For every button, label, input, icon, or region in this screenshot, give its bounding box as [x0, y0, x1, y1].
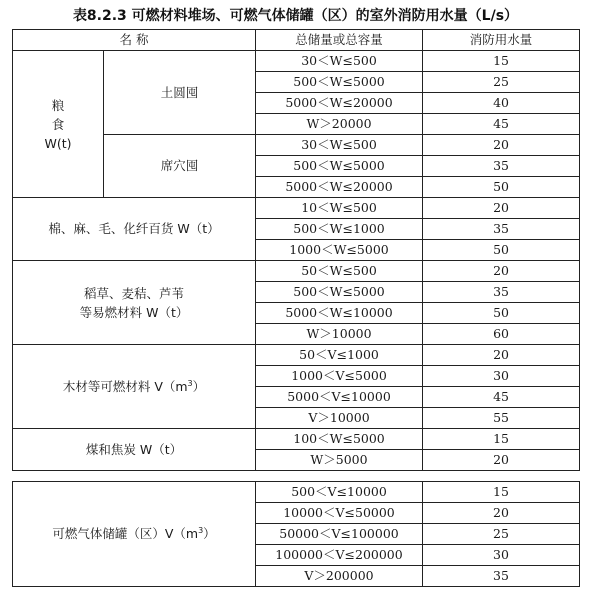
wood-label: 木材等可燃材料 $V(m^3)$	[13, 345, 256, 429]
water-cell: 45	[423, 114, 580, 135]
range-cell: 5000＜W≤10000	[256, 303, 423, 324]
water-cell: 25	[423, 72, 580, 93]
water-volume-table	[12, 29, 580, 471]
table-title: 表8.2.3 可燃材料堆场、可燃气体储罐（区）的室外消防用水量（L/s）	[72, 8, 519, 24]
table-row	[13, 51, 580, 72]
header-row	[13, 30, 580, 51]
water-cell: 35	[423, 282, 580, 303]
header-name: 名 称	[13, 30, 256, 51]
water-cell: 20	[423, 345, 580, 366]
coal-label: 煤和焦炭 W（t）	[13, 429, 256, 471]
range-cell: V＞200000	[256, 566, 423, 587]
range-cell: 500＜V≤10000	[256, 482, 423, 503]
gas-label: 可燃气体储罐（区）$V(m^3)$	[13, 482, 256, 587]
water-cell: 60	[423, 324, 580, 345]
table-row	[13, 345, 580, 366]
header-water: 消防用水量	[423, 30, 580, 51]
range-cell: 10＜W≤500	[256, 198, 423, 219]
straw-label: 稻草、麦秸、芦苇 等易燃材料 W（t）	[13, 261, 256, 345]
range-cell: 500＜W≤5000	[256, 156, 423, 177]
range-cell: W＞5000	[256, 450, 423, 471]
water-cell: 20	[423, 198, 580, 219]
table-row	[13, 198, 580, 219]
header-capacity: 总储量或总容量	[256, 30, 423, 51]
range-cell: V＞10000	[256, 408, 423, 429]
range-cell: 1000＜V≤5000	[256, 366, 423, 387]
water-cell: 40	[423, 93, 580, 114]
water-cell: 30	[423, 545, 580, 566]
water-cell: 50	[423, 177, 580, 198]
range-cell: 100000＜V≤200000	[256, 545, 423, 566]
water-cell: 15	[423, 482, 580, 503]
water-cell: 35	[423, 566, 580, 587]
grain-label: 粮 食 W(t)	[13, 51, 104, 198]
range-cell: 1000＜W≤5000	[256, 240, 423, 261]
range-cell: 50＜W≤500	[256, 261, 423, 282]
table-row	[13, 261, 580, 282]
range-cell: 5000＜V≤10000	[256, 387, 423, 408]
table-row	[13, 482, 580, 503]
gas-tank-table	[12, 481, 580, 587]
range-cell: 500＜W≤5000	[256, 72, 423, 93]
table-row	[13, 429, 580, 450]
range-cell: 30＜W≤500	[256, 135, 423, 156]
range-cell: 30＜W≤500	[256, 51, 423, 72]
range-cell: 500＜W≤5000	[256, 282, 423, 303]
water-cell: 35	[423, 219, 580, 240]
range-cell: W＞10000	[256, 324, 423, 345]
range-cell: W＞20000	[256, 114, 423, 135]
water-cell: 45	[423, 387, 580, 408]
cotton-label: 棉、麻、毛、化纤百货 W（t）	[13, 198, 256, 261]
water-cell: 20	[423, 450, 580, 471]
xixuewei-label: 席穴囤	[104, 135, 256, 198]
range-cell: 50000＜V≤100000	[256, 524, 423, 545]
range-cell: 50＜V≤1000	[256, 345, 423, 366]
water-cell: 20	[423, 135, 580, 156]
water-cell: 30	[423, 366, 580, 387]
water-cell: 35	[423, 156, 580, 177]
range-cell: 500＜W≤1000	[256, 219, 423, 240]
range-cell: 10000＜V≤50000	[256, 503, 423, 524]
water-cell: 15	[423, 429, 580, 450]
range-cell: 5000＜W≤20000	[256, 177, 423, 198]
water-cell: 15	[423, 51, 580, 72]
water-cell: 20	[423, 261, 580, 282]
water-cell: 25	[423, 524, 580, 545]
range-cell: 5000＜W≤20000	[256, 93, 423, 114]
water-cell: 50	[423, 240, 580, 261]
water-cell: 50	[423, 303, 580, 324]
water-cell: 20	[423, 503, 580, 524]
range-cell: 100＜W≤5000	[256, 429, 423, 450]
tuyuanwei-label: 土圆囤	[104, 51, 256, 135]
water-cell: 55	[423, 408, 580, 429]
